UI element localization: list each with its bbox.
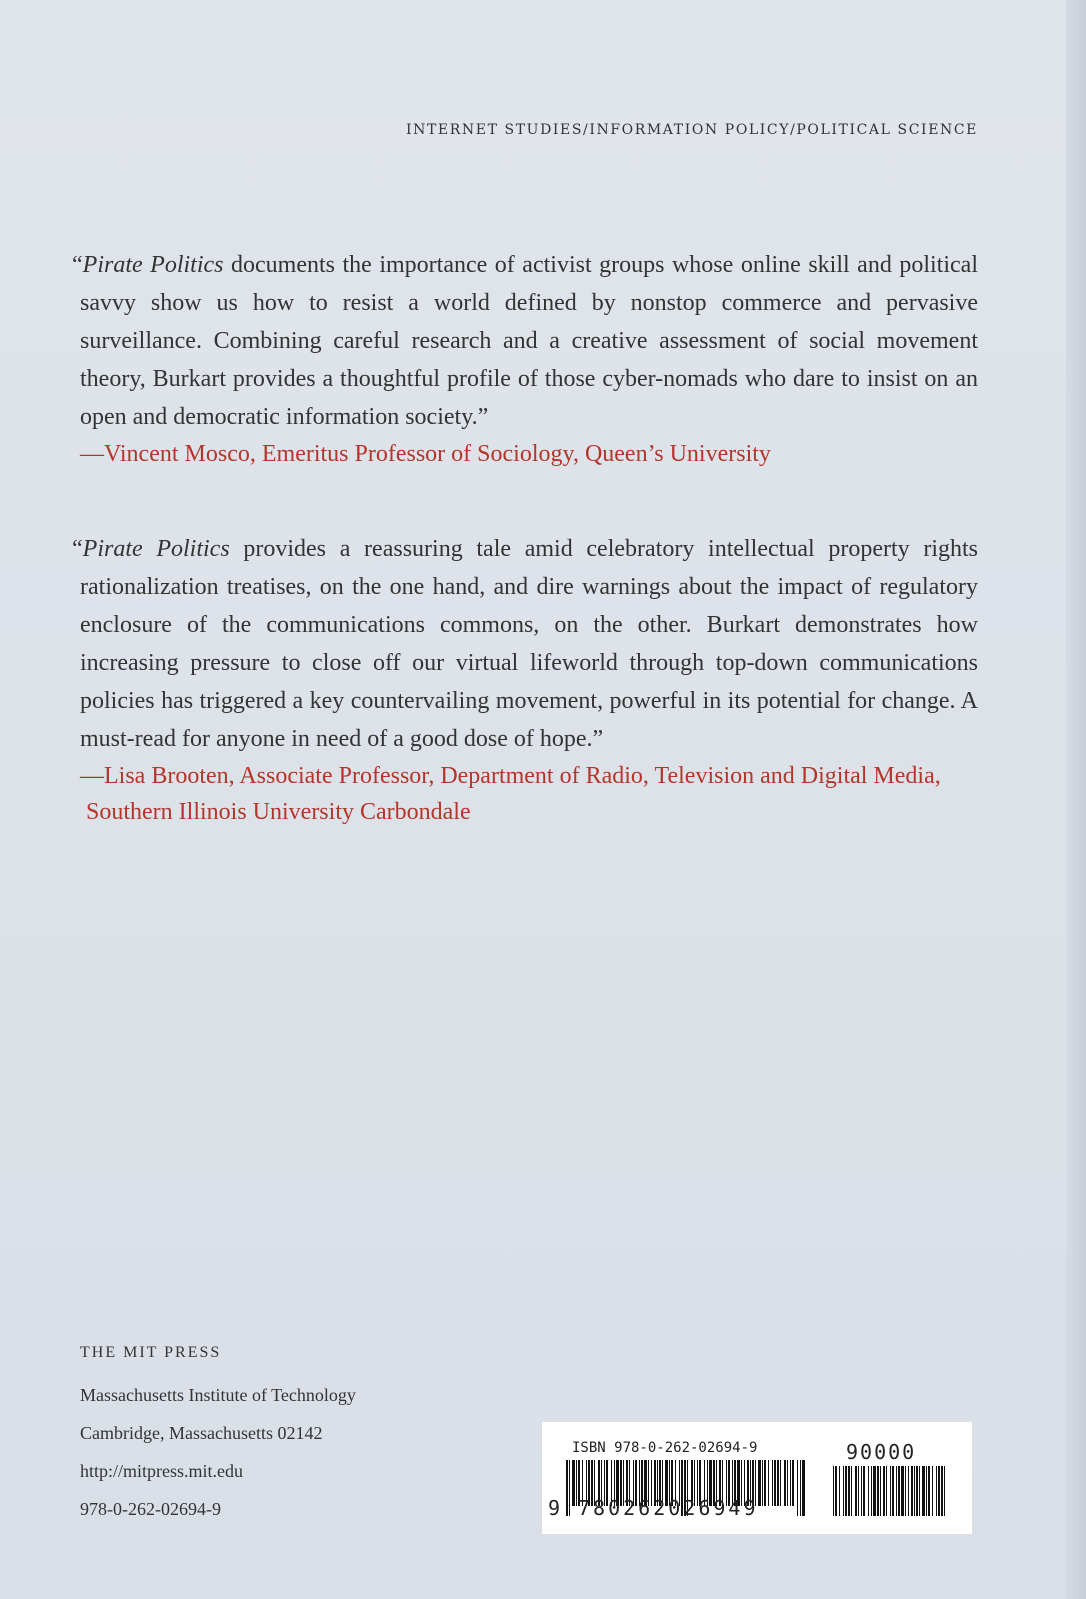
addon-bar <box>936 1466 937 1516</box>
addon-bar <box>896 1466 897 1516</box>
addon-bar <box>833 1466 834 1516</box>
publisher-address: Cambridge, Massachusetts 02142 <box>80 1423 323 1443</box>
addon-bar <box>855 1466 857 1516</box>
addon-bar <box>839 1466 840 1516</box>
addon-bar <box>883 1466 885 1516</box>
addon-bar <box>861 1466 862 1516</box>
addon-bar <box>919 1466 920 1516</box>
endorsement-1-text <box>72 246 978 436</box>
addon-bar <box>901 1466 904 1516</box>
addon-bar <box>938 1466 940 1516</box>
addon-bar <box>922 1466 925 1516</box>
addon-bar <box>898 1466 900 1516</box>
barcode-bar <box>780 1460 781 1506</box>
barcode-bar <box>792 1460 794 1506</box>
barcode-first-digit: 9 <box>548 1496 561 1520</box>
barcode-bar <box>772 1460 773 1506</box>
barcode-bar <box>787 1460 788 1506</box>
addon-bar <box>868 1466 869 1516</box>
endorsement-2-attribution <box>80 758 978 830</box>
publisher-name: THE MIT PRESS <box>80 1344 222 1361</box>
barcode-digits: 780262026949 <box>578 1496 759 1520</box>
barcode-bar <box>764 1460 766 1506</box>
addon-bar <box>911 1466 913 1516</box>
book-title: Pirate Politics <box>82 252 224 278</box>
attribution-line: —Lisa Brooten, Associate Professor, Department of Radio, Television and Digital Media, <box>80 763 941 789</box>
barcode-bar <box>762 1460 763 1506</box>
barcode-isbn-text: ISBN 978-0-262-02694-9 <box>572 1440 758 1456</box>
open-quote: “ <box>72 252 83 278</box>
barcode-bar <box>572 1460 575 1506</box>
category-label: INTERNET STUDIES/INFORMATION POLICY/POLITICAL SCIENCE <box>406 122 978 138</box>
addon-bar <box>932 1466 933 1516</box>
publisher-block <box>80 1344 356 1528</box>
barcode-bar <box>777 1460 779 1506</box>
addon-bar <box>848 1466 850 1516</box>
barcode-bar <box>566 1460 568 1516</box>
addon-bar <box>908 1466 909 1516</box>
addon-bar <box>873 1466 876 1516</box>
barcode-bar <box>800 1460 801 1516</box>
endorsement-2-text <box>72 530 979 758</box>
addon-bar <box>835 1466 837 1516</box>
addon-bar <box>886 1466 887 1516</box>
addon-bar <box>928 1466 930 1516</box>
addon-bar <box>944 1466 945 1516</box>
endorsement-1-attribution <box>80 436 978 472</box>
addon-bar <box>877 1466 879 1516</box>
barcode-bar <box>768 1460 769 1506</box>
barcode-bar <box>576 1460 577 1506</box>
barcode-label <box>542 1422 972 1534</box>
publisher-url[interactable]: http://mitpress.mit.edu <box>80 1461 243 1481</box>
barcode-bar <box>774 1460 776 1506</box>
barcode-bar <box>802 1460 805 1516</box>
endorsement-2 <box>72 530 979 830</box>
addon-bar <box>926 1466 927 1516</box>
quote-body: provides a reassuring tale amid celebratory intellectual property rights rationalization treatises, on the one hand, and dire warnings about the impact of regulatory enclosure of the communications commons, on the other. Burkart demonstrates how increasing pressure to close off our virtual lifeworld through top-down communications policies has triggered a key countervailing movement, powerful in its potential for change. A must-read for anyone in need of a good dose of hope.” <box>80 536 979 752</box>
quote-body: documents the importance of activist groups whose online skill and political savvy show us how to resist a world defined by nonstop commerce and pervasive surveillance. Combining careful research and a creative assessment of social movement theory, Burkart provides a thoughtful profile of those cyber-nomads who dare to insist on an open and democratic information society.” <box>80 252 978 430</box>
open-quote: “ <box>72 536 83 562</box>
addon-bar <box>851 1466 852 1516</box>
addon-bar <box>892 1466 894 1516</box>
addon-bar <box>880 1466 881 1516</box>
barcode-bar <box>784 1460 786 1506</box>
barcode-price-code: 90000 <box>846 1440 917 1464</box>
addon-bar <box>941 1466 943 1516</box>
endorsement-1 <box>72 246 978 472</box>
publisher-isbn: 978-0-262-02694-9 <box>80 1499 221 1519</box>
cover-edge <box>1066 0 1086 1599</box>
attribution-line: —Vincent Mosco, Emeritus Professor of Sociology, Queen’s University <box>80 441 771 467</box>
addon-bar <box>916 1466 918 1516</box>
addon-bar <box>914 1466 915 1516</box>
attribution-line-2: Southern Illinois University Carbondale <box>86 799 471 825</box>
addon-bar <box>843 1466 844 1516</box>
addon-bar <box>845 1466 847 1516</box>
barcode-bar <box>790 1460 791 1506</box>
addon-bar <box>858 1466 859 1516</box>
barcode-bar <box>569 1460 570 1516</box>
addon-bar <box>890 1466 891 1516</box>
publisher-institution: Massachusetts Institute of Technology <box>80 1385 356 1405</box>
addon-bar <box>871 1466 872 1516</box>
addon-bar <box>905 1466 906 1516</box>
barcode-bar <box>797 1460 798 1516</box>
book-title: Pirate Politics <box>82 536 230 562</box>
addon-bar <box>863 1466 865 1516</box>
